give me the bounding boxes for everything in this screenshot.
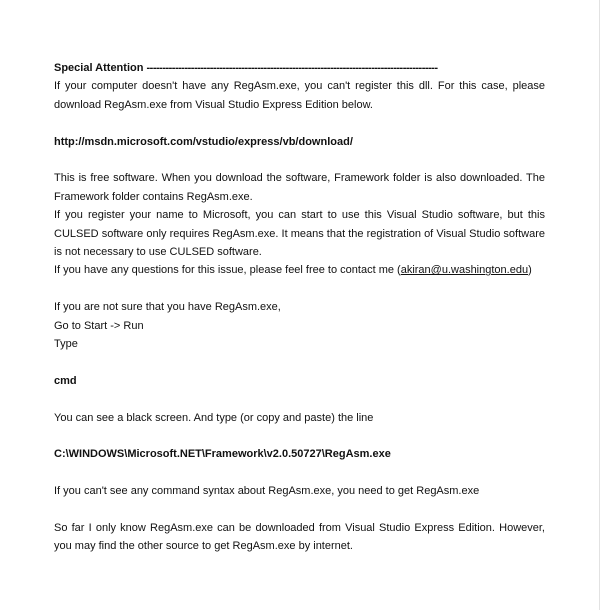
go-to-start-line: Go to Start -> Run bbox=[54, 319, 144, 332]
register-name-paragraph: If you register your name to Microsoft, you can start to use this Visual Studio software, but this CULSED software only requires RegAsm.exe. It means that the registration of Visual Studio software is not necessary to use CULSED software. bbox=[54, 209, 545, 259]
type-line: Type bbox=[54, 338, 78, 351]
spacer bbox=[54, 280, 545, 298]
cant-see-paragraph: If you can't see any command syntax about RegAsm.exe, you need to get RegAsm.exe bbox=[54, 485, 480, 498]
download-url: http://msdn.microsoft.com/vstudio/express/vb/download/ bbox=[54, 135, 353, 148]
contact-email-link[interactable]: akiran@u.washington.edu bbox=[400, 264, 529, 277]
spacer bbox=[54, 151, 545, 169]
special-attention-line bbox=[54, 59, 545, 77]
not-sure-line: If you are not sure that you have RegAsm.exe, bbox=[54, 301, 281, 314]
free-software-paragraph: This is free software. When you download the software, Framework folder is also downloaded. The Framework folder contains RegAsm.exe. bbox=[54, 172, 545, 203]
questions-suffix: ) bbox=[528, 264, 532, 277]
spacer bbox=[54, 114, 545, 132]
cmd-command: cmd bbox=[54, 374, 77, 387]
special-attention-dashes: -------------------------------------------------------------------------------------------- bbox=[146, 62, 438, 74]
black-screen-paragraph: You can see a black screen. And type (or copy and paste) the line bbox=[54, 411, 374, 424]
spacer bbox=[54, 427, 545, 445]
no-regasm-paragraph: If your computer doesn't have any RegAsm.exe, you can't register this dll. For this case, please download RegAsm.exe from Visual Studio Express Edition below. bbox=[54, 80, 545, 111]
special-attention-heading: Special Attention bbox=[54, 62, 144, 74]
document-body bbox=[54, 59, 545, 556]
regasm-path: C:\WINDOWS\Microsoft.NET\Framework\v2.0.50727\RegAsm.exe bbox=[54, 448, 391, 461]
spacer bbox=[54, 501, 545, 519]
spacer bbox=[54, 390, 545, 408]
so-far-paragraph: So far I only know RegAsm.exe can be downloaded from Visual Studio Express Edition. However, you may find the other source to get RegAsm.exe by internet. bbox=[54, 522, 545, 553]
spacer bbox=[54, 353, 545, 371]
questions-paragraph bbox=[54, 261, 545, 279]
spacer bbox=[54, 464, 545, 482]
questions-prefix: If you have any questions for this issue, please feel free to contact me ( bbox=[54, 264, 401, 277]
